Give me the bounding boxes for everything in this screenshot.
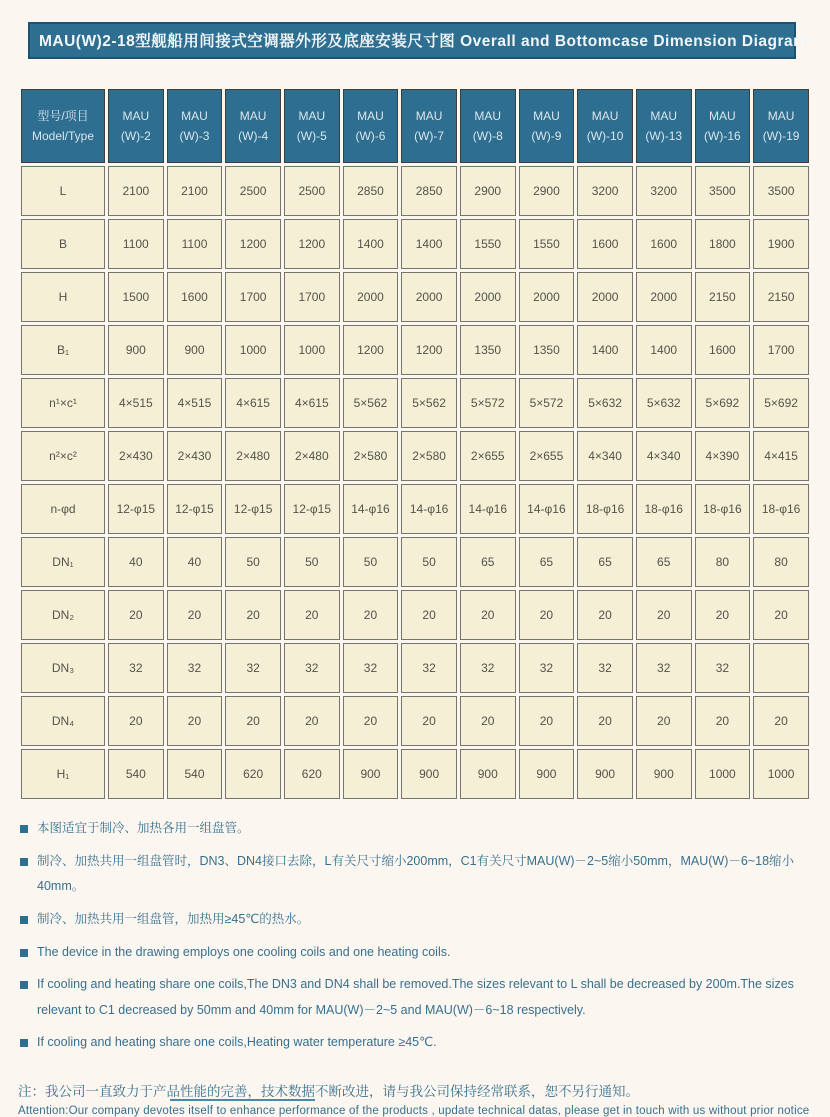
table-cell: 5×572 xyxy=(460,378,516,428)
table-cell: 20 xyxy=(343,590,399,640)
table-row xyxy=(21,749,809,799)
table-cell: 20 xyxy=(753,696,809,746)
table-cell: 12-φ15 xyxy=(284,484,340,534)
table-cell: 540 xyxy=(108,749,164,799)
corner-header xyxy=(21,89,105,163)
row-label: H xyxy=(21,272,105,322)
row-label: DN₁ xyxy=(21,537,105,587)
note-item xyxy=(18,972,810,1023)
table-cell: 32 xyxy=(167,643,223,693)
spec-table-body xyxy=(21,166,809,799)
table-cell: 1200 xyxy=(343,325,399,375)
column-header: MAU (W)-16 xyxy=(695,89,751,163)
table-cell: 1200 xyxy=(284,219,340,269)
table-cell: 1400 xyxy=(401,219,457,269)
table-cell: 1600 xyxy=(167,272,223,322)
table-cell: 900 xyxy=(636,749,692,799)
table-row xyxy=(21,431,809,481)
table-cell: 20 xyxy=(225,590,281,640)
note-text: 制冷、加热共用一组盘管，加热用≥45℃的热水。 xyxy=(37,911,310,926)
row-label: B xyxy=(21,219,105,269)
table-cell: 1200 xyxy=(225,219,281,269)
table-cell: 1500 xyxy=(108,272,164,322)
note-item xyxy=(18,940,810,966)
table-cell: 2×655 xyxy=(519,431,575,481)
table-cell: 4×615 xyxy=(225,378,281,428)
column-header: MAU (W)-2 xyxy=(108,89,164,163)
table-cell: 12-φ15 xyxy=(167,484,223,534)
table-cell: 20 xyxy=(577,696,633,746)
table-cell: 2500 xyxy=(284,166,340,216)
table-cell: 20 xyxy=(167,590,223,640)
table-cell: 20 xyxy=(460,590,516,640)
bottom-partial-line xyxy=(170,1099,315,1101)
column-header: MAU (W)-9 xyxy=(519,89,575,163)
table-cell: 32 xyxy=(695,643,751,693)
column-header: MAU (W)-4 xyxy=(225,89,281,163)
table-cell: 2000 xyxy=(460,272,516,322)
table-cell: 1000 xyxy=(225,325,281,375)
table-cell: 2×480 xyxy=(284,431,340,481)
table-cell: 20 xyxy=(636,590,692,640)
row-label: DN₄ xyxy=(21,696,105,746)
table-cell: 1700 xyxy=(225,272,281,322)
table-cell: 20 xyxy=(753,590,809,640)
row-label: n¹×c¹ xyxy=(21,378,105,428)
table-cell: 40 xyxy=(108,537,164,587)
table-cell: 2000 xyxy=(636,272,692,322)
table-cell: 3500 xyxy=(753,166,809,216)
table-cell: 32 xyxy=(519,643,575,693)
table-cell: 18-φ16 xyxy=(695,484,751,534)
table-cell: 32 xyxy=(460,643,516,693)
table-cell: 32 xyxy=(636,643,692,693)
row-label: B₁ xyxy=(21,325,105,375)
table-cell: 3500 xyxy=(695,166,751,216)
table-cell: 900 xyxy=(401,749,457,799)
row-label: n²×c² xyxy=(21,431,105,481)
table-cell: 14-φ16 xyxy=(401,484,457,534)
table-cell: 1350 xyxy=(519,325,575,375)
table-cell: 2×430 xyxy=(167,431,223,481)
table-cell: 80 xyxy=(753,537,809,587)
table-cell: 50 xyxy=(284,537,340,587)
table-cell: 20 xyxy=(343,696,399,746)
table-row xyxy=(21,272,809,322)
header-row xyxy=(21,89,809,163)
table-cell: 540 xyxy=(167,749,223,799)
row-label: H₁ xyxy=(21,749,105,799)
table-cell: 1000 xyxy=(284,325,340,375)
table-cell: 2000 xyxy=(343,272,399,322)
note-item xyxy=(18,849,810,900)
table-cell: 4×615 xyxy=(284,378,340,428)
table-row xyxy=(21,166,809,216)
table-cell: 1600 xyxy=(577,219,633,269)
table-cell: 900 xyxy=(460,749,516,799)
table-cell: 900 xyxy=(108,325,164,375)
table-cell: 20 xyxy=(284,696,340,746)
dimension-table xyxy=(18,86,812,802)
table-cell: 12-φ15 xyxy=(108,484,164,534)
table-cell: 900 xyxy=(343,749,399,799)
table-cell: 18-φ16 xyxy=(636,484,692,534)
table-cell: 2100 xyxy=(167,166,223,216)
note-text: The device in the drawing employs one cooling coils and one heating coils. xyxy=(37,944,451,959)
square-bullet-icon xyxy=(20,916,28,924)
table-cell: 1550 xyxy=(460,219,516,269)
table-cell: 20 xyxy=(108,696,164,746)
table-cell: 2×580 xyxy=(401,431,457,481)
note-text: 制冷、加热共用一组盘管时，DN3、DN4接口去除，L有关尺寸缩小200mm，C1有关尺寸MAU(W)－2~5缩小50mm，MAU(W)－6~18缩小40mm。 xyxy=(37,853,795,894)
table-cell: 2500 xyxy=(225,166,281,216)
table-cell: 12-φ15 xyxy=(225,484,281,534)
square-bullet-icon xyxy=(20,949,28,957)
column-header: MAU (W)-10 xyxy=(577,89,633,163)
row-label: DN₃ xyxy=(21,643,105,693)
table-cell: 5×692 xyxy=(753,378,809,428)
table-cell: 2100 xyxy=(108,166,164,216)
column-header: MAU (W)-19 xyxy=(753,89,809,163)
corner-header-line1: 型号/项目 xyxy=(37,108,89,123)
square-bullet-icon xyxy=(20,981,28,989)
table-cell: 32 xyxy=(284,643,340,693)
table-row xyxy=(21,325,809,375)
table-cell: 1600 xyxy=(695,325,751,375)
table-cell: 65 xyxy=(519,537,575,587)
table-cell: 20 xyxy=(108,590,164,640)
table-cell: 20 xyxy=(519,590,575,640)
table-cell: 620 xyxy=(284,749,340,799)
table-cell: 5×572 xyxy=(519,378,575,428)
table-cell: 3200 xyxy=(577,166,633,216)
table-cell: 2150 xyxy=(753,272,809,322)
table-cell: 1900 xyxy=(753,219,809,269)
column-header: MAU (W)-3 xyxy=(167,89,223,163)
table-cell: 4×340 xyxy=(636,431,692,481)
table-cell: 50 xyxy=(401,537,457,587)
table-cell: 14-φ16 xyxy=(343,484,399,534)
table-cell: 65 xyxy=(460,537,516,587)
table-cell: 5×632 xyxy=(636,378,692,428)
table-cell: 20 xyxy=(519,696,575,746)
table-cell: 1100 xyxy=(108,219,164,269)
footer-note-en: Attention:Our company devotes itself to enhance performance of the products , update technical datas, please get in touch with us without prior notice xyxy=(18,1105,810,1117)
table-cell: 2×580 xyxy=(343,431,399,481)
table-cell: 4×390 xyxy=(695,431,751,481)
table-row xyxy=(21,696,809,746)
table-cell: 20 xyxy=(225,696,281,746)
table-cell: 20 xyxy=(401,696,457,746)
column-header: MAU (W)-6 xyxy=(343,89,399,163)
table-cell: 5×562 xyxy=(343,378,399,428)
table-row xyxy=(21,484,809,534)
table-cell: 2×480 xyxy=(225,431,281,481)
table-cell: 1400 xyxy=(343,219,399,269)
table-cell: 2000 xyxy=(401,272,457,322)
square-bullet-icon xyxy=(20,858,28,866)
table-cell: 900 xyxy=(577,749,633,799)
table-cell: 1100 xyxy=(167,219,223,269)
table-cell: 2×430 xyxy=(108,431,164,481)
table-cell: 2×655 xyxy=(460,431,516,481)
footer-note-cn: 注：我公司一直致力于产品性能的完善，技术数据不断改进，请与我公司保持经常联系，恕不另行通知。 xyxy=(18,1084,639,1099)
table-cell: 14-φ16 xyxy=(460,484,516,534)
notes-list xyxy=(18,816,810,1056)
table-cell: 65 xyxy=(577,537,633,587)
table-cell: 2900 xyxy=(519,166,575,216)
table-row xyxy=(21,219,809,269)
table-cell: 1700 xyxy=(284,272,340,322)
table-cell: 4×415 xyxy=(753,431,809,481)
table-cell: 14-φ16 xyxy=(519,484,575,534)
page-title: MAU(W)2-18型舰船用间接式空调器外形及底座安装尺寸图 Overall and Bottomcase Dimension Diagram xyxy=(28,22,796,59)
table-cell: 2000 xyxy=(519,272,575,322)
table-row xyxy=(21,590,809,640)
table-cell: 20 xyxy=(695,590,751,640)
corner-header-line2: Model/Type xyxy=(31,129,95,143)
note-text: 本图适宜于制冷、加热各用一组盘管。 xyxy=(37,821,250,835)
table-cell: 5×562 xyxy=(401,378,457,428)
table-cell: 20 xyxy=(636,696,692,746)
table-cell: 65 xyxy=(636,537,692,587)
table-cell: 32 xyxy=(401,643,457,693)
column-header: MAU (W)-7 xyxy=(401,89,457,163)
note-text: If cooling and heating share one coils,Heating water temperature ≥45℃. xyxy=(37,1035,437,1050)
table-cell: 20 xyxy=(577,590,633,640)
table-cell: 32 xyxy=(225,643,281,693)
table-cell: 2000 xyxy=(577,272,633,322)
table-cell: 20 xyxy=(167,696,223,746)
table-cell: 50 xyxy=(225,537,281,587)
table-cell: 4×340 xyxy=(577,431,633,481)
note-item xyxy=(18,907,810,933)
table-cell: 32 xyxy=(343,643,399,693)
table-cell: 1350 xyxy=(460,325,516,375)
table-cell: 4×515 xyxy=(108,378,164,428)
table-cell: 20 xyxy=(695,696,751,746)
footer xyxy=(18,1082,810,1117)
table-cell: 1550 xyxy=(519,219,575,269)
table-cell: 20 xyxy=(460,696,516,746)
note-item xyxy=(18,1030,810,1056)
table-cell: 2900 xyxy=(460,166,516,216)
column-header: MAU (W)-8 xyxy=(460,89,516,163)
table-cell: 1000 xyxy=(753,749,809,799)
square-bullet-icon xyxy=(20,825,28,833)
note-item xyxy=(18,816,810,842)
row-label: n-φd xyxy=(21,484,105,534)
table-cell: 20 xyxy=(284,590,340,640)
table-cell: 32 xyxy=(577,643,633,693)
table-cell: 32 xyxy=(108,643,164,693)
column-header: MAU (W)-5 xyxy=(284,89,340,163)
table-cell: 1400 xyxy=(636,325,692,375)
table-cell: 1200 xyxy=(401,325,457,375)
table-cell: 18-φ16 xyxy=(577,484,633,534)
table-cell: 900 xyxy=(167,325,223,375)
table-cell: 40 xyxy=(167,537,223,587)
table-cell xyxy=(753,643,809,693)
table-row xyxy=(21,378,809,428)
column-header: MAU (W)-13 xyxy=(636,89,692,163)
table-cell: 5×632 xyxy=(577,378,633,428)
table-cell: 1700 xyxy=(753,325,809,375)
table-cell: 1600 xyxy=(636,219,692,269)
table-row xyxy=(21,537,809,587)
table-cell: 2850 xyxy=(401,166,457,216)
row-label: DN₂ xyxy=(21,590,105,640)
square-bullet-icon xyxy=(20,1039,28,1047)
table-row xyxy=(21,643,809,693)
table-cell: 620 xyxy=(225,749,281,799)
table-cell: 3200 xyxy=(636,166,692,216)
table-cell: 1800 xyxy=(695,219,751,269)
table-cell: 2850 xyxy=(343,166,399,216)
table-cell: 1000 xyxy=(695,749,751,799)
table-cell: 18-φ16 xyxy=(753,484,809,534)
table-cell: 5×692 xyxy=(695,378,751,428)
table-cell: 50 xyxy=(343,537,399,587)
row-label: L xyxy=(21,166,105,216)
table-cell: 2150 xyxy=(695,272,751,322)
table-cell: 900 xyxy=(519,749,575,799)
table-cell: 80 xyxy=(695,537,751,587)
table-cell: 20 xyxy=(401,590,457,640)
table-cell: 1400 xyxy=(577,325,633,375)
note-text: If cooling and heating share one coils,The DN3 and DN4 shall be removed.The sizes relevant to L shall be decreased by 200m.The sizes relevant to C1 decreased by 50mm and 40mm for MAU(W)－2~5 and MAU(W)－6~18 respectively. xyxy=(37,977,794,1017)
table-cell: 4×515 xyxy=(167,378,223,428)
